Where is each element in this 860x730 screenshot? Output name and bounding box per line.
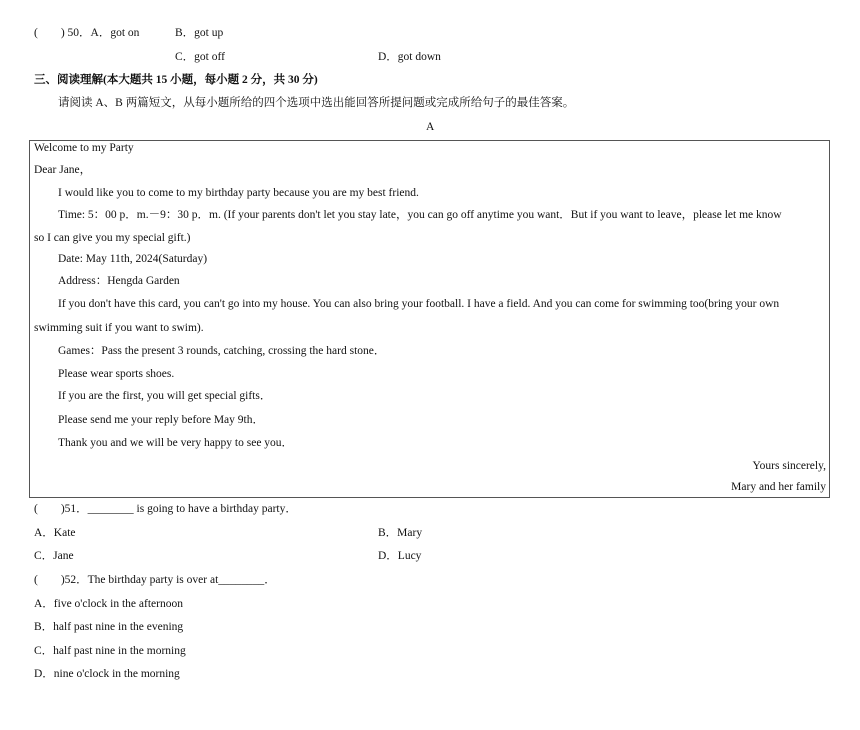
letter-card-line-cont: swimming suit if you want to swim). (34, 322, 204, 334)
letter-time-line: Time: 5：00 p．m.－9：30 p．m. (If your parents don't let you stay late，you can go off anytime you want．But if you want to leave，please let me know (58, 209, 782, 221)
letter-paragraph-invite: I would like you to come to my birthday party because you are my best friend. (58, 187, 419, 199)
q50-option-d: D．got down (378, 51, 441, 63)
q51-option-b: B．Mary (378, 527, 423, 539)
letter-reply: Please send me your reply before May 9th． (58, 414, 264, 426)
letter-thanks: Thank you and we will be very happy to see you． (58, 437, 294, 449)
q51-option-a: A．Kate (34, 527, 76, 539)
q52-option-c: C．half past nine in the morning (34, 645, 186, 657)
letter-shoes: Please wear sports shoes. (58, 368, 175, 380)
letter-card-line: If you don't have this card, you can't go into my house. You can also bring your football. I have a field. And you can come for swimming too(bring your own (58, 298, 780, 310)
q52-option-d: D．nine o'clock in the morning (34, 668, 180, 680)
letter-games: Games：Pass the present 3 rounds, catching, crossing the hard stone． (58, 345, 386, 357)
letter-address: Address：Hengda Garden (58, 275, 180, 287)
letter-title: Welcome to my Party (34, 142, 134, 154)
q51-stem: ( )51．________ is going to have a birthday party． (34, 503, 297, 515)
letter-greeting: Dear Jane， (34, 164, 92, 176)
q52-option-a: A．five o'clock in the afternoon (34, 598, 183, 610)
passage-label: A (426, 121, 435, 133)
q50-option-c: C．got off (175, 51, 225, 63)
letter-time-line-cont: so I can give you my special gift.) (34, 232, 191, 244)
q52-option-b: B．half past nine in the evening (34, 621, 184, 633)
letter-first: If you are the first, you will get special gifts． (58, 390, 272, 402)
section-instruction: 请阅读 A、B 两篇短文，从每小题所给的四个选项中选出能回答所提问题或完成所给句子的最佳答案。 (58, 97, 575, 109)
letter-closing: Yours sincerely, (752, 460, 826, 472)
q50-stem: ( ) 50．A．got on (34, 27, 140, 39)
q51-option-d: D．Lucy (378, 550, 422, 562)
letter-signature: Mary and her family (731, 481, 826, 493)
q51-option-c: C．Jane (34, 550, 74, 562)
q52-stem: ( )52．The birthday party is over at________． (34, 574, 276, 586)
section-heading: 三、阅读理解(本大题共 15 小题，每小题 2 分，共 30 分) (34, 74, 318, 86)
letter-date: Date: May 11th, 2024(Saturday) (58, 253, 208, 265)
q50-option-b: B．got up (175, 27, 224, 39)
